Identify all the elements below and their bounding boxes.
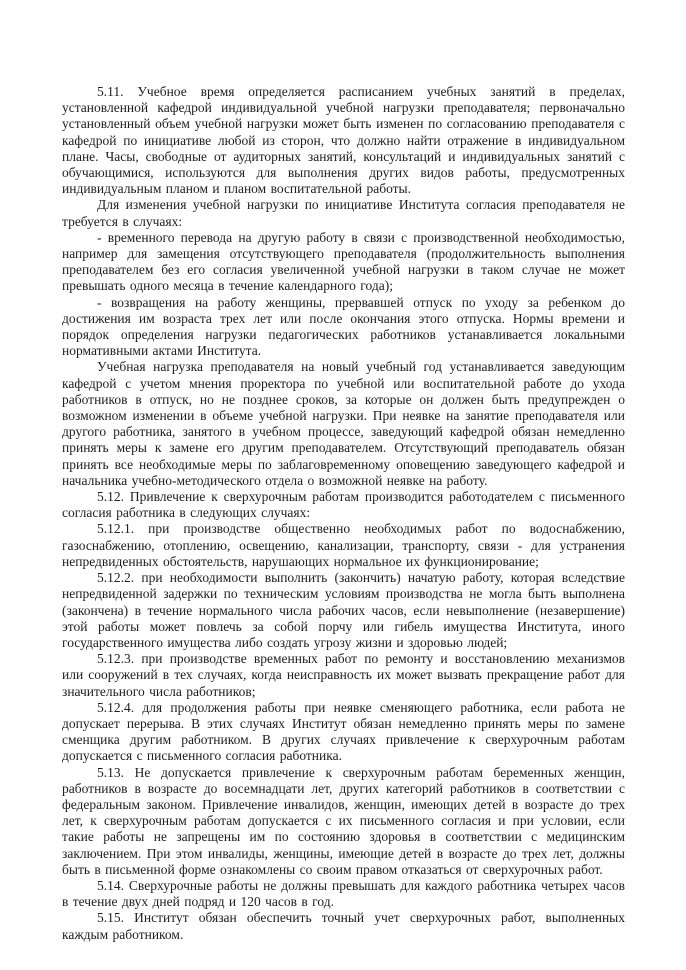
paragraph-5-12-1-public-works: 5.12.1. при производстве общественно необходимых работ по водоснабжению, газоснабжению, отоплению, освещению, канализации, транспорту, связи - для устранения непредвиденных обстоятельств, нарушающих нормальное их функционирование; [62, 521, 625, 569]
document-text-block [62, 84, 625, 943]
paragraph-5-12-overtime-intro: 5.12. Привлечение к сверхурочным работам производится работодателем с письменного согласия работника в следующих случаях: [62, 489, 625, 521]
paragraph-load-change-intro: Для изменения учебной нагрузки по инициативе Института согласия преподавателя не требуется в случаях: [62, 197, 625, 229]
paragraph-5-11-teaching-time: 5.11. Учебное время определяется расписанием учебных занятий в пределах, установленной кафедрой индивидуальной учебной нагрузки преподавателя; первоначально установленный объем учебной нагрузки может быть изменен по согласованию преподавателя с кафедрой по инициативе любой из сторон, что должно найти отражение в индивидуальном плане. Часы, свободные от аудиторных занятий, консультаций и индивидуальных занятий с обучающимися, используются для выполнения других видов работы, предусмотренных индивидуальным планом и планом воспитательной работы. [62, 84, 625, 197]
paragraph-new-academic-year-load: Учебная нагрузка преподавателя на новый учебный год устанавливается заведующим кафедрой с учетом мнения проректора по учебной или воспитательной работе до ухода работников в отпуск, но не позднее сроков, за которые он должен быть предупрежден о возможном изменении в объеме учебной нагрузки. При неявке на занятие преподавателя или другого работника, занятого в учебном процессе, заведующий кафедрой обязан немедленно принять меры к замене его другим преподавателем. Отсутствующий преподаватель обязан принять все необходимые меры по заблаговременному оповещению заведующего кафедрой и начальника учебно-методического отдела о возможной неявке на работу. [62, 359, 625, 488]
paragraph-5-12-3-repair-works: 5.12.3. при производстве временных работ по ремонту и восстановлению механизмов или сооружений в тех случаях, когда неисправность их может вызвать прекращение работ для значительного числа работников; [62, 651, 625, 699]
list-item-temporary-transfer: - временного перевода на другую работу в связи с производственной необходимостью, например для замещения отсутствующего преподавателя (продолжительность выполнения преподавателем без его согласия увеличенной учебной нагрузки в таком случае не может превышать одного месяца в течение календарного года); [62, 229, 625, 294]
paragraph-5-13-overtime-restrictions: 5.13. Не допускается привлечение к сверхурочным работам беременных женщин, работников в возрасте до восемнадцати лет, других категорий работников в соответствии с федеральным законом. Привлечение инвалидов, женщин, имеющих детей в возрасте до трех лет, к сверхурочным работам допускается с их письменного согласия и при условии, если такие работы не запрещены им по состоянию здоровья в соответствии с медицинским заключением. При этом инвалиды, женщины, имеющие детей в возрасте до трех лет, должны быть в письменной форме ознакомлены со своим правом отказаться от сверхурочных работ. [62, 764, 625, 877]
paragraph-5-12-2-finish-work: 5.12.2. при необходимости выполнить (закончить) начатую работу, которая вследствие непредвиденной задержки по техническим условиям производства не могла быть выполнена (закончена) в течение нормального числа рабочих часов, если невыполнение (незавершение) этой работы может повлечь за собой порчу или гибель имущества Института, иного государственного имущества либо создать угрозу жизни и здоровью людей; [62, 570, 625, 650]
paragraph-5-12-4-shift-replacement: 5.12.4. для продолжения работы при неявке сменяющего работника, если работа не допускает перерыва. В этих случаях Институт обязан немедленно принять меры по замене сменщика другим работником. В других случаях привлечение к сверхурочным работам допускается с письменного согласия работника. [62, 699, 625, 764]
paragraph-5-15-overtime-accounting: 5.15. Институт обязан обеспечить точный учет сверхурочных работ, выполненных каждым работником. [62, 910, 625, 942]
list-item-return-from-leave: - возвращения на работу женщины, прервавшей отпуск по уходу за ребенком до достижения им возраста трех лет или после окончания этого отпуска. Нормы времени и порядок определения нагрузки педагогических работников устанавливается локальными нормативными актами Института. [62, 294, 625, 359]
paragraph-5-14-overtime-limits: 5.14. Сверхурочные работы не должны превышать для каждого работника четырех часов в течение двух дней подряд и 120 часов в год. [62, 877, 625, 910]
